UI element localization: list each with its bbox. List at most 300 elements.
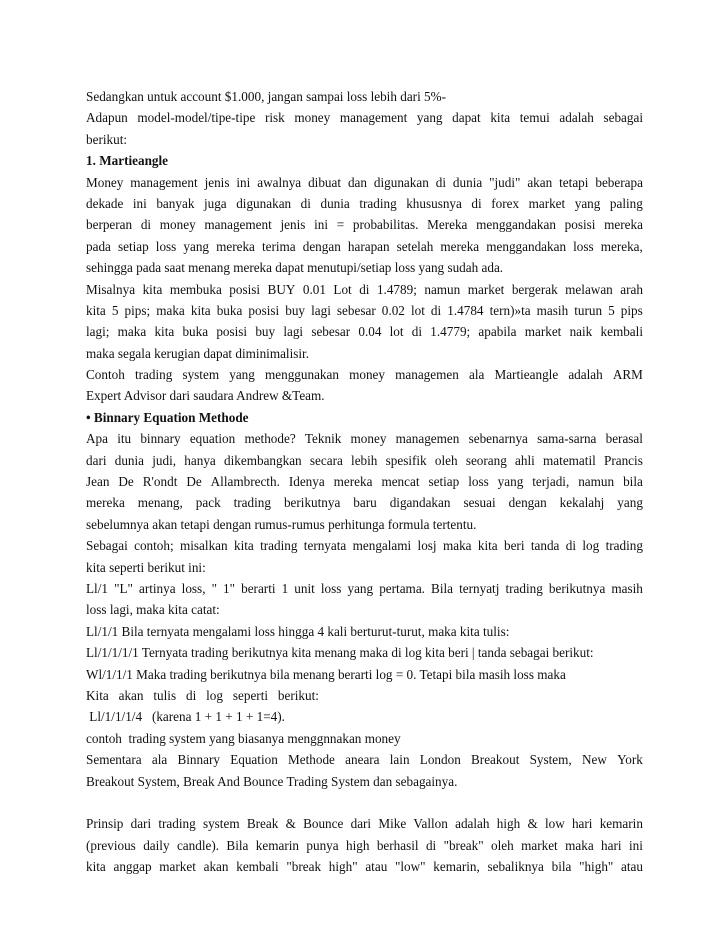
- paragraph-line: maka segala kerugian dapat diminimalisir.: [86, 345, 310, 361]
- word: digandakan: [389, 495, 451, 511]
- word: trading: [158, 816, 196, 832]
- word: masih: [611, 580, 643, 596]
- word: "break: [286, 859, 322, 875]
- word: bergerak: [511, 281, 558, 297]
- word: dikembangkan: [224, 452, 302, 468]
- word: atau: [365, 859, 388, 875]
- word: oleh: [434, 452, 458, 468]
- paragraph-line: sehingga pada saat menang mereka dapat menutupi/setiap loss yang sudah ada.: [86, 260, 504, 276]
- word: dengan: [302, 238, 341, 254]
- paragraph-line: Ll/1/1/1/1 Ternyata trading berikutnya kita menang maka di log kita beri | tanda sebagai berikut:: [86, 645, 594, 661]
- word: di: [359, 281, 370, 297]
- word: kita: [233, 538, 254, 554]
- word: money: [349, 367, 385, 383]
- word: loss: [320, 580, 342, 596]
- word: London: [419, 752, 461, 768]
- word: Bounce: [303, 816, 344, 832]
- word: menang,: [137, 495, 183, 511]
- word: ini: [236, 174, 251, 190]
- word: akan: [527, 174, 553, 190]
- word: trading: [605, 538, 643, 554]
- word: di: [300, 195, 311, 211]
- word: Idenya: [288, 474, 325, 490]
- word: (previous: [86, 837, 136, 853]
- word: dibuat: [308, 174, 342, 190]
- word: 0.04: [358, 324, 382, 340]
- word: berikutnya: [548, 580, 606, 596]
- word: di: [411, 324, 423, 340]
- word: ternyata: [303, 538, 347, 554]
- word: lagi;: [86, 324, 110, 340]
- word: buy: [255, 324, 276, 340]
- word: posisi: [564, 217, 596, 233]
- word: akan: [203, 859, 229, 875]
- word: hari: [571, 816, 593, 832]
- word: market: [528, 195, 566, 211]
- paragraph-line: [86, 172, 643, 193]
- word: harapan: [347, 238, 390, 254]
- word: 5: [111, 302, 119, 318]
- word: Martieangle: [494, 367, 559, 383]
- word: Breakout: [471, 752, 520, 768]
- word: menggandakan: [476, 217, 556, 233]
- word: York: [617, 752, 643, 768]
- word: ahli: [515, 452, 535, 468]
- word: kembali: [600, 324, 643, 340]
- paragraph-line: [86, 236, 643, 257]
- word: binnary: [140, 431, 181, 447]
- word: loss: [468, 474, 489, 490]
- word: berhasil: [376, 837, 419, 853]
- word: lot: [410, 302, 425, 318]
- word: tetapi: [559, 174, 589, 190]
- word: 1.4784: [447, 302, 484, 318]
- word: log: [582, 538, 600, 554]
- word: ini: [314, 217, 329, 233]
- word: dari: [130, 816, 152, 832]
- paragraph-line: Ll/1/1/1/4 (karena 1 + 1 + 1 + 1=4).: [86, 709, 285, 725]
- word: equation: [189, 431, 236, 447]
- word: buy: [285, 302, 306, 318]
- word: "L": [114, 580, 133, 596]
- word: sebenarnya: [468, 431, 528, 447]
- word: De: [118, 474, 134, 490]
- word: Mike: [378, 816, 407, 832]
- word: di: [565, 538, 577, 554]
- word: mengalami: [352, 538, 412, 554]
- word: "high": [579, 859, 614, 875]
- word: Contoh: [86, 367, 125, 383]
- word: contoh;: [134, 538, 174, 554]
- word: namun: [578, 474, 615, 490]
- word: masih: [536, 302, 569, 318]
- word: judi,: [152, 452, 177, 468]
- word: =: [336, 217, 345, 233]
- word: di: [140, 217, 152, 233]
- word: dunia: [320, 195, 350, 211]
- word: kita: [154, 324, 175, 340]
- word: ala: [468, 367, 485, 383]
- word: naik: [569, 324, 593, 340]
- word: model-model/tipe-tipe: [137, 110, 256, 126]
- word: dari: [86, 452, 107, 468]
- word: berasal: [605, 431, 643, 447]
- word: jenis: [280, 217, 306, 233]
- word: "break": [443, 837, 484, 853]
- word: terjadi,: [532, 474, 570, 490]
- word: risk: [264, 110, 285, 126]
- word: dan: [347, 174, 367, 190]
- word: kita: [190, 302, 211, 318]
- word: 1.4779;: [430, 324, 471, 340]
- word: Money: [86, 174, 124, 190]
- word: BUY: [267, 281, 296, 297]
- word: dari: [350, 816, 372, 832]
- word: kemarin: [255, 837, 299, 853]
- word: awalnya: [257, 174, 302, 190]
- word: dekade: [86, 195, 124, 211]
- word: system: [202, 816, 240, 832]
- word: artinya: [138, 580, 176, 596]
- blank-line: [86, 792, 643, 813]
- word: digunakan: [236, 195, 292, 211]
- word: setiap: [117, 238, 149, 254]
- word: money: [294, 110, 331, 126]
- word: lot: [389, 324, 404, 340]
- paragraph-line: Ll/1/1 Bila ternyata mengalami loss hingga 4 kali berturut-turut, maka kita tulis:: [86, 623, 510, 639]
- word: apabila: [478, 324, 517, 340]
- word: 5: [608, 302, 615, 318]
- word: adalah: [559, 110, 594, 126]
- word: di: [471, 195, 482, 211]
- word: high: [496, 816, 521, 832]
- word: high: [345, 837, 370, 853]
- word: sebagai: [603, 110, 643, 126]
- word: kita: [86, 859, 106, 875]
- word: turun: [574, 302, 603, 318]
- word: yang: [497, 474, 524, 490]
- word: money: [159, 217, 196, 233]
- word: Bila: [226, 837, 249, 853]
- word: low: [544, 816, 565, 832]
- word: atau: [621, 859, 643, 875]
- word: jenis: [204, 174, 230, 190]
- word: Prancis: [604, 452, 643, 468]
- word: Bila: [431, 580, 454, 596]
- word: trading: [505, 580, 543, 596]
- paragraph-line: [86, 535, 643, 556]
- paragraph-line: [86, 214, 643, 235]
- word: mereka: [604, 217, 643, 233]
- word: maka: [565, 837, 594, 853]
- word: posisi: [229, 281, 261, 297]
- word: terima: [261, 238, 296, 254]
- word: posisi: [248, 302, 280, 318]
- section-heading: • Binnary Equation Methode: [86, 409, 249, 425]
- word: lagi: [283, 324, 304, 340]
- word: Methode: [288, 752, 335, 768]
- word: misalkan: [180, 538, 228, 554]
- paragraph-line: [86, 428, 643, 449]
- paragraph-line: [86, 450, 643, 471]
- word: sebesar: [311, 324, 351, 340]
- word: Adapun: [86, 110, 128, 126]
- word: maka: [156, 302, 185, 318]
- word: mereka: [333, 474, 373, 490]
- word: di: [425, 837, 437, 853]
- word: probabilitas.: [352, 217, 419, 233]
- word: candle).: [176, 837, 220, 853]
- word: seorang: [465, 452, 507, 468]
- word: Sementara: [86, 752, 142, 768]
- word: management: [339, 110, 408, 126]
- word: De: [186, 474, 202, 490]
- word: tanda: [530, 538, 560, 554]
- word: mereka,: [600, 238, 643, 254]
- word: hanya: [184, 452, 216, 468]
- word: buka: [216, 302, 243, 318]
- word: 0.01: [302, 281, 326, 297]
- word: mereka: [216, 238, 255, 254]
- word: loss,: [181, 580, 206, 596]
- paragraph-line: [86, 107, 643, 128]
- word: yang: [574, 195, 601, 211]
- word: berperan: [86, 217, 133, 233]
- word: posisi: [216, 324, 248, 340]
- word: pertama.: [379, 580, 425, 596]
- word: pada: [86, 238, 111, 254]
- word: Binnary: [177, 752, 220, 768]
- word: adalah: [568, 367, 603, 383]
- paragraph-line: [86, 835, 643, 856]
- word: melawan: [565, 281, 613, 297]
- word: sebesar: [336, 302, 376, 318]
- paragraph-line: [86, 193, 643, 214]
- word: managemen: [395, 367, 459, 383]
- word: yang: [347, 580, 374, 596]
- word: buka: [182, 324, 209, 340]
- word: secara: [309, 452, 343, 468]
- paragraph-line: contoh trading system yang biasanya menggnnakan money: [86, 730, 401, 746]
- word: Ll/1: [86, 580, 108, 596]
- word: ARM: [612, 367, 643, 383]
- word: Teknik: [304, 431, 342, 447]
- word: trading: [233, 495, 271, 511]
- word: arah: [620, 281, 643, 297]
- word: bila: [551, 859, 572, 875]
- word: Allambrecth.: [210, 474, 280, 490]
- word: dunia: [452, 174, 483, 190]
- word: pips;: [124, 302, 151, 318]
- word: managemen: [395, 431, 460, 447]
- word: high": [328, 859, 358, 875]
- word: dengan: [508, 495, 547, 511]
- word: maka: [117, 324, 147, 340]
- word: market: [521, 837, 558, 853]
- paragraph-line: [86, 364, 643, 385]
- word: Misalnya: [86, 281, 136, 297]
- word: money: [350, 431, 387, 447]
- paragraph-line: Breakout System, Break And Bounce Trading System dan sebagainya.: [86, 773, 458, 789]
- paragraph-line: [86, 321, 643, 342]
- paragraph-line: kita seperti berikut ini:: [86, 559, 206, 575]
- word: berikutnya: [283, 495, 341, 511]
- paragraph-line: Sedangkan untuk account $1.000, jangan sampai loss lebih dari 5%-: [86, 89, 447, 104]
- word: lebih: [351, 452, 378, 468]
- word: trading: [260, 538, 298, 554]
- word: daily: [143, 837, 170, 853]
- word: R'ondt: [142, 474, 178, 490]
- word: sama-sarna: [537, 431, 597, 447]
- word: trading: [359, 195, 397, 211]
- word: menggandakan: [486, 238, 567, 254]
- paragraph-line: berikut:: [86, 131, 128, 147]
- word: kita: [490, 110, 511, 126]
- word: digunakan: [373, 174, 429, 190]
- word: punya: [306, 837, 339, 853]
- paragraph-line: Expert Advisor dari saudara Andrew &Team.: [86, 388, 325, 404]
- word: ala: [151, 752, 168, 768]
- word: ternyatj: [459, 580, 500, 596]
- word: mereka: [440, 238, 480, 254]
- word: kita: [142, 281, 163, 297]
- word: dunia: [114, 452, 145, 468]
- word: berarti: [241, 580, 276, 596]
- word: kita: [86, 302, 106, 318]
- word: kembali: [236, 859, 279, 875]
- word: lagi: [311, 302, 331, 318]
- word: ": [211, 580, 217, 596]
- word: sebaliknya: [487, 859, 544, 875]
- word: setiap: [428, 474, 460, 490]
- word: oleh: [491, 837, 514, 853]
- word: kita: [477, 538, 498, 554]
- word: yang: [617, 495, 643, 511]
- word: paling: [609, 195, 643, 211]
- word: &: [285, 816, 296, 832]
- document-page: [86, 86, 643, 877]
- paragraph-line: [86, 749, 643, 770]
- word: banyak: [156, 195, 195, 211]
- word: bila: [623, 474, 643, 490]
- word: matematil: [543, 452, 596, 468]
- paragraph-line: [86, 492, 643, 513]
- word: "low": [395, 859, 426, 875]
- word: forex: [491, 195, 520, 211]
- word: itu: [117, 431, 132, 447]
- word: anggap: [113, 859, 152, 875]
- word: tern)»ta: [489, 302, 531, 318]
- word: hari: [601, 837, 622, 853]
- word: baru: [353, 495, 377, 511]
- word: Equation: [230, 752, 278, 768]
- word: mereka: [86, 495, 125, 511]
- word: pack: [195, 495, 221, 511]
- word: yang: [183, 238, 210, 254]
- word: beberapa: [595, 174, 643, 190]
- word: market: [524, 324, 562, 340]
- word: losj: [417, 538, 437, 554]
- word: unit: [294, 580, 315, 596]
- word: Break: [246, 816, 279, 832]
- section-heading: 1. Martieangle: [86, 153, 169, 169]
- word: juga: [203, 195, 227, 211]
- word: namun: [424, 281, 461, 297]
- word: yang: [229, 367, 255, 383]
- word: market: [467, 281, 505, 297]
- paragraph-line: [86, 578, 643, 599]
- word: loss: [573, 238, 594, 254]
- word: setelah: [396, 238, 434, 254]
- word: kemarin: [599, 816, 643, 832]
- word: temui: [519, 110, 550, 126]
- word: pips: [620, 302, 643, 318]
- word: Apa: [86, 431, 108, 447]
- word: lain: [389, 752, 410, 768]
- word: ini: [132, 195, 147, 211]
- paragraph-line: [86, 300, 643, 321]
- word: "judi": [489, 174, 521, 190]
- word: market: [159, 859, 196, 875]
- word: dapat: [452, 110, 481, 126]
- paragraph-line: [86, 279, 643, 300]
- word: 1": [223, 580, 236, 596]
- paragraph-line: [86, 856, 643, 877]
- word: aneara: [345, 752, 380, 768]
- word: Mereka: [427, 217, 468, 233]
- word: &: [527, 816, 538, 832]
- word: 0.02: [381, 302, 405, 318]
- word: khususnya: [406, 195, 462, 211]
- word: New: [581, 752, 607, 768]
- word: ini: [628, 837, 643, 853]
- paragraph-line: sebelumnya akan tetapi dengan rumus-rumus perhitunga formula tertentu.: [86, 516, 477, 532]
- paragraph-line: Kita akan tulis di log seperti berikut:: [86, 687, 319, 703]
- paragraph-line: Wl/1/1/1 Maka trading berikutnya bila menang berarti log = 0. Tetapi bila masih loss maka: [86, 666, 566, 682]
- word: beri: [503, 538, 525, 554]
- word: Sebagai: [86, 538, 128, 554]
- word: Jean: [86, 474, 110, 490]
- word: management: [204, 217, 272, 233]
- word: System,: [529, 752, 572, 768]
- word: Prinsip: [86, 816, 124, 832]
- word: spesifik: [385, 452, 427, 468]
- word: sesuai: [463, 495, 496, 511]
- word: membuka: [169, 281, 222, 297]
- word: kekalahj: [559, 495, 605, 511]
- word: 1: [281, 580, 289, 596]
- paragraph-line: [86, 471, 643, 492]
- word: yang: [416, 110, 443, 126]
- word: di: [430, 302, 442, 318]
- word: mencat: [381, 474, 420, 490]
- word: Vallon: [413, 816, 448, 832]
- paragraph-line: loss lagi, maka kita catat:: [86, 602, 220, 618]
- word: maka: [442, 538, 472, 554]
- word: di: [435, 174, 446, 190]
- word: Lot: [333, 281, 352, 297]
- word: methode?: [244, 431, 296, 447]
- paragraph-line: [86, 813, 643, 834]
- word: adalah: [455, 816, 490, 832]
- word: system: [182, 367, 220, 383]
- word: loss: [155, 238, 177, 254]
- word: trading: [134, 367, 173, 383]
- word: 1.4789;: [376, 281, 417, 297]
- word: management: [130, 174, 198, 190]
- word: kemarin,: [433, 859, 480, 875]
- word: menggunakan: [264, 367, 339, 383]
